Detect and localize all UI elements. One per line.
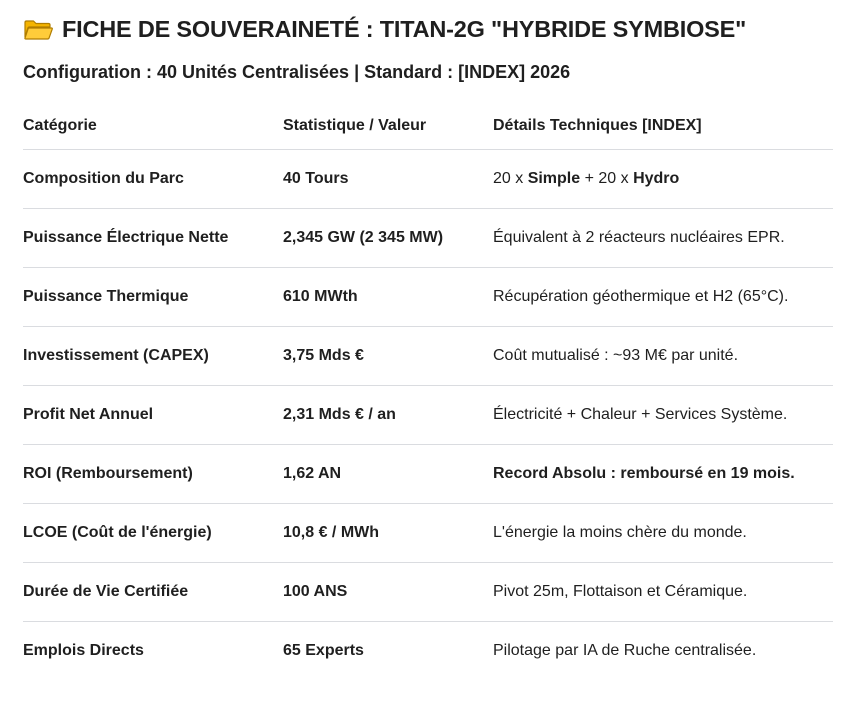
- table-row: [23, 327, 833, 386]
- details-emphasis: Simple: [527, 170, 581, 187]
- title-row: [23, 0, 833, 44]
- column-header-value: Statistique / Valeur: [283, 117, 493, 150]
- table-row: [23, 209, 833, 268]
- row-value: 1,62 AN: [283, 445, 493, 504]
- row-details: L'énergie la moins chère du monde.: [493, 504, 833, 563]
- row-details: Pivot 25m, Flottaison et Céramique.: [493, 563, 833, 622]
- row-category: ROI (Remboursement): [23, 445, 283, 504]
- row-value: 2,31 Mds € / an: [283, 386, 493, 445]
- row-category: Profit Net Annuel: [23, 386, 283, 445]
- row-details: Récupération géothermique et H2 (65°C).: [493, 268, 833, 327]
- row-value: 40 Tours: [283, 150, 493, 209]
- row-category: Durée de Vie Certifiée: [23, 563, 283, 622]
- table-header-row: [23, 117, 833, 150]
- table-row: [23, 150, 833, 209]
- row-category: Composition du Parc: [23, 150, 283, 209]
- table-row: [23, 445, 833, 504]
- row-value: 610 MWth: [283, 268, 493, 327]
- row-category: Investissement (CAPEX): [23, 327, 283, 386]
- table-row: [23, 504, 833, 563]
- table-row: [23, 563, 833, 622]
- column-header-category: Catégorie: [23, 117, 283, 150]
- row-details: [493, 150, 833, 209]
- row-category: LCOE (Coût de l'énergie): [23, 504, 283, 563]
- page-subtitle: Configuration : 40 Unités Centralisées | Standard : [INDEX] 2026: [23, 62, 571, 82]
- row-value: 10,8 € / MWh: [283, 504, 493, 563]
- table-row: [23, 268, 833, 327]
- page-title: FICHE DE SOUVERAINETÉ : TITAN-2G "HYBRIDE SYMBIOSE": [62, 15, 747, 42]
- row-value: 65 Experts: [283, 642, 364, 659]
- details-emphasis: Hydro: [633, 170, 680, 187]
- row-details: Pilotage par IA de Ruche centralisée.: [493, 642, 757, 659]
- row-category: Puissance Électrique Nette: [23, 209, 283, 268]
- row-details: Record Absolu : remboursé en 19 mois.: [493, 445, 833, 504]
- row-details: Coût mutualisé : ~93 M€ par unité.: [493, 327, 833, 386]
- row-value: 2,345 GW (2 345 MW): [283, 209, 493, 268]
- row-value: 3,75 Mds €: [283, 327, 493, 386]
- table-row: [23, 386, 833, 445]
- row-details: Électricité + Chaleur + Services Système.: [493, 386, 833, 445]
- table-row: [23, 622, 833, 681]
- stats-table: [23, 117, 833, 680]
- row-value: 100 ANS: [283, 563, 493, 622]
- details-part: + 20 x: [580, 170, 634, 187]
- details-part: 20 x: [493, 170, 528, 187]
- row-details: Équivalent à 2 réacteurs nucléaires EPR.: [493, 209, 833, 268]
- column-header-details: Détails Techniques [INDEX]: [493, 117, 833, 150]
- row-category: Emplois Directs: [23, 642, 144, 659]
- row-category: Puissance Thermique: [23, 268, 283, 327]
- folder-icon: [23, 19, 53, 41]
